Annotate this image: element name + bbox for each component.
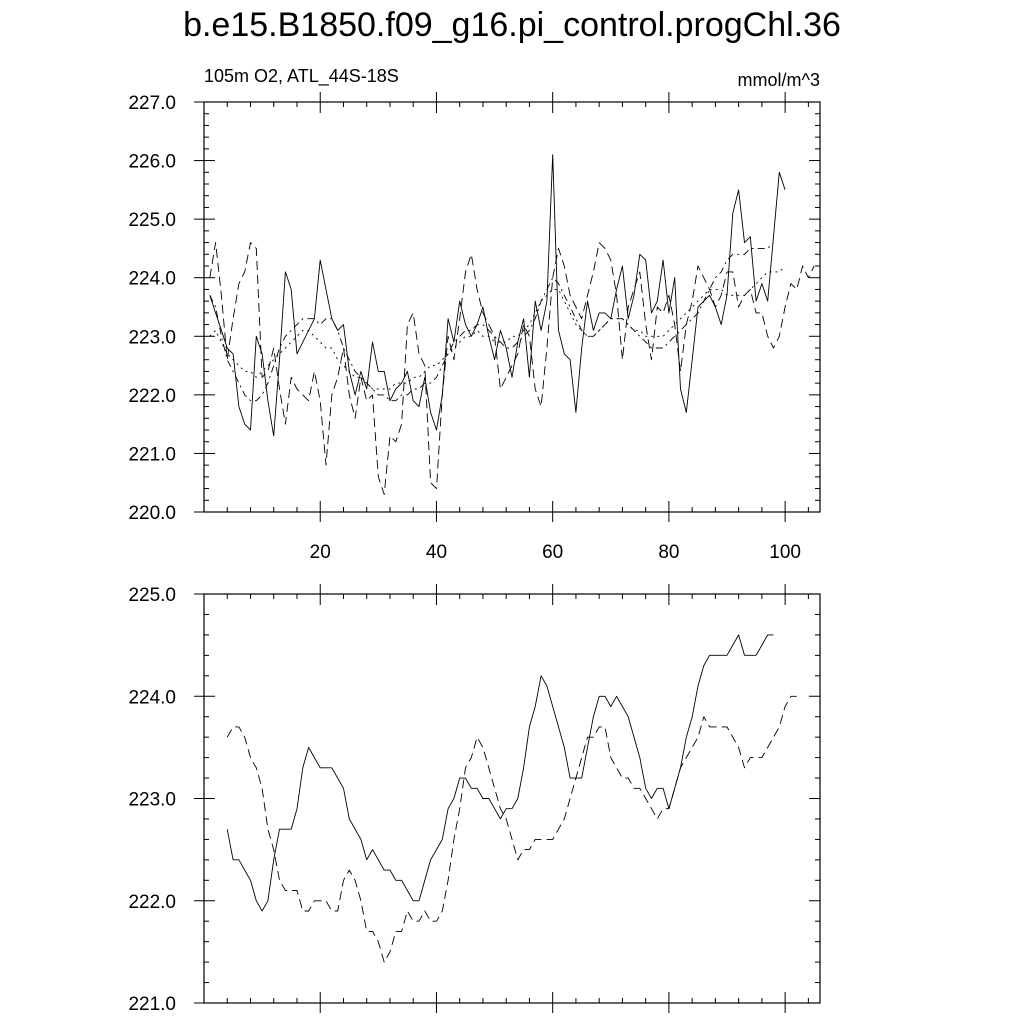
y-tick-label: 222.0: [128, 891, 176, 913]
series-line-2: [227, 696, 797, 962]
y-tick-label: 220.0: [128, 503, 176, 524]
y-tick-label: 223.0: [128, 327, 176, 349]
chart-units: mmol/m^3: [737, 70, 820, 90]
chart-title: b.e15.B1850.f09_g16.pi_control.progChl.36: [183, 6, 841, 44]
x-tick-label: 80: [658, 542, 680, 563]
y-tick-label: 224.0: [128, 687, 176, 709]
x-tick-label: 100: [769, 542, 801, 563]
x-tick-label: 40: [425, 542, 448, 563]
series-line-4: [210, 266, 785, 389]
plot-frame: [204, 594, 820, 1003]
plot-frame: [204, 102, 820, 512]
x-tick-label: 20: [309, 542, 331, 563]
series-line-1: [227, 635, 773, 911]
y-tick-label: 227.0: [128, 93, 176, 114]
bottom-panel: [128, 584, 820, 1015]
y-tick-label: 225.0: [128, 210, 176, 232]
x-tick-label: 60: [542, 542, 564, 563]
series-line-1: [210, 155, 785, 436]
y-tick-label: 224.0: [128, 268, 176, 290]
top-panel: [128, 92, 820, 563]
y-tick-label: 222.0: [128, 385, 176, 407]
y-tick-label: 221.0: [128, 994, 176, 1015]
y-tick-label: 226.0: [128, 151, 176, 173]
y-tick-label: 221.0: [128, 444, 176, 466]
series-line-2: [210, 243, 814, 495]
chart-subtitle-left: 105m O2, ATL_44S-18S: [204, 66, 399, 86]
y-tick-label: 225.0: [128, 585, 176, 606]
y-tick-label: 223.0: [128, 789, 176, 811]
